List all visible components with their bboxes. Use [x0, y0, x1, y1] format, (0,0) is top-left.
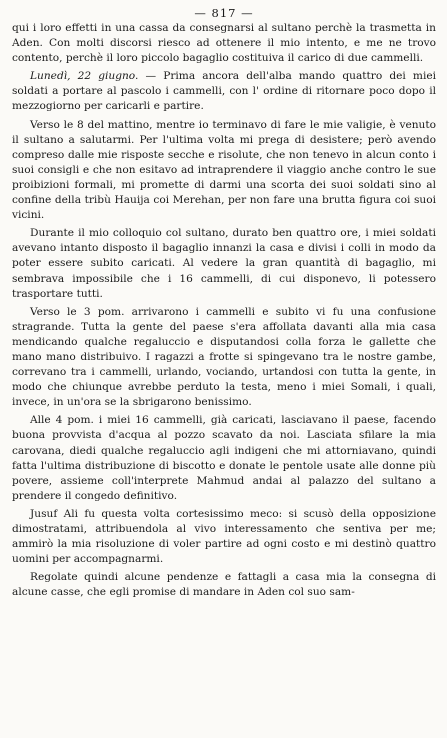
paragraph: Verso le 3 pom. arrivarono i cammelli e subito vi fu una confusione stragrande. Tutta la gente del paese s'era affollata davanti alla mia casa mendicando qualche regaluccio e disputandosi colla forza le gallette che mano mano distribuivo. I ragazzi a frotte si spingevano tra le nostre gambe, correvano tra i cammelli, urlando, vociando, urtandosi con tutta la gente, in modo che chiunque avrebbe perduto la testa, meno i miei Somali, i quali, invece, in un'ora se la sbrigarono benissimo. — [12, 305, 436, 409]
paragraph: Regolate quindi alcune pendenze e fattagli a casa mia la consegna di alcune casse, che egli promise di mandare in Aden col suo sam- — [12, 571, 436, 599]
paragraph: qui i loro effetti in una cassa da consegnarsi al sultano perchè la trasmetta in Aden. Con molti discorsi riesco ad ottenere il mio intento, e me ne trovo contento, perchè il loro piccolo bagaglio costituiva il carico di due cammelli. — [12, 22, 436, 65]
paragraph: Durante il mio colloquio col sultano, durato ben quattro ore, i miei soldati avevano intanto disposto il bagaglio innanzi la casa e divisi i colli in modo da poter essere subito caricati. Al vedere la gran quantità di bagaglio, mi sembrava impossibile che i 16 cammelli, di cui disponevo, li potessero trasportare tutti. — [12, 227, 436, 300]
paragraph: Verso le 8 del mattino, mentre io terminavo di fare le mie valigie, è venuto il sultano a salutarmi. Per l'ultima volta mi prega di desistere; però avendo compreso dalle mie risposte secche e risolute, che non tenevo in alcun conto i suoi consigli e che non esitavo ad intraprendere il viaggio anche contro le sue proibizioni formali, mi promette di darmi una scorta dei suoi soldati sino al confine della tribù Hauija coi Merehan, per non fare una brutta figura coi suoi vicini. — [12, 118, 436, 222]
paragraph: Alle 4 pom. i miei 16 cammelli, già caricati, lasciavano il paese, facendo buona provvista d'acqua al pozzo scavato da noi. Lasciata sfilare la mia carovana, diedi qualche regaluccio agli indigeni che mi attorniavano, quindi fatta l'ultima distribuzione di biscotto e donate le pentole usate alle donne più povere, assieme coll'interprete Mahmud andai al palazzo del sultano a prendere il congedo definitivo. — [12, 414, 436, 502]
page-number: — 817 — — [194, 6, 254, 20]
paragraph: Jusuf Ali fu questa volta cortesissimo meco: si scusò della opposizione dimostratami, attribuendola al vivo interessamento che sentiva per me; ammirò la mia risoluzione di voler partire ad ogni costo e mi destinò quattro uomini per accompagnarmi. — [12, 507, 436, 566]
paragraph-text: — Prima ancora dell'alba mando quattro dei miei soldati a portare al pascolo i cammelli, con l' ordine di ritornare poco dopo il mezzogiorno per caricarli e partire. — [12, 70, 436, 113]
body-text — [12, 21, 436, 600]
paragraph — [12, 69, 436, 114]
dateline: Lunedì, 22 giugno. — [30, 70, 139, 83]
